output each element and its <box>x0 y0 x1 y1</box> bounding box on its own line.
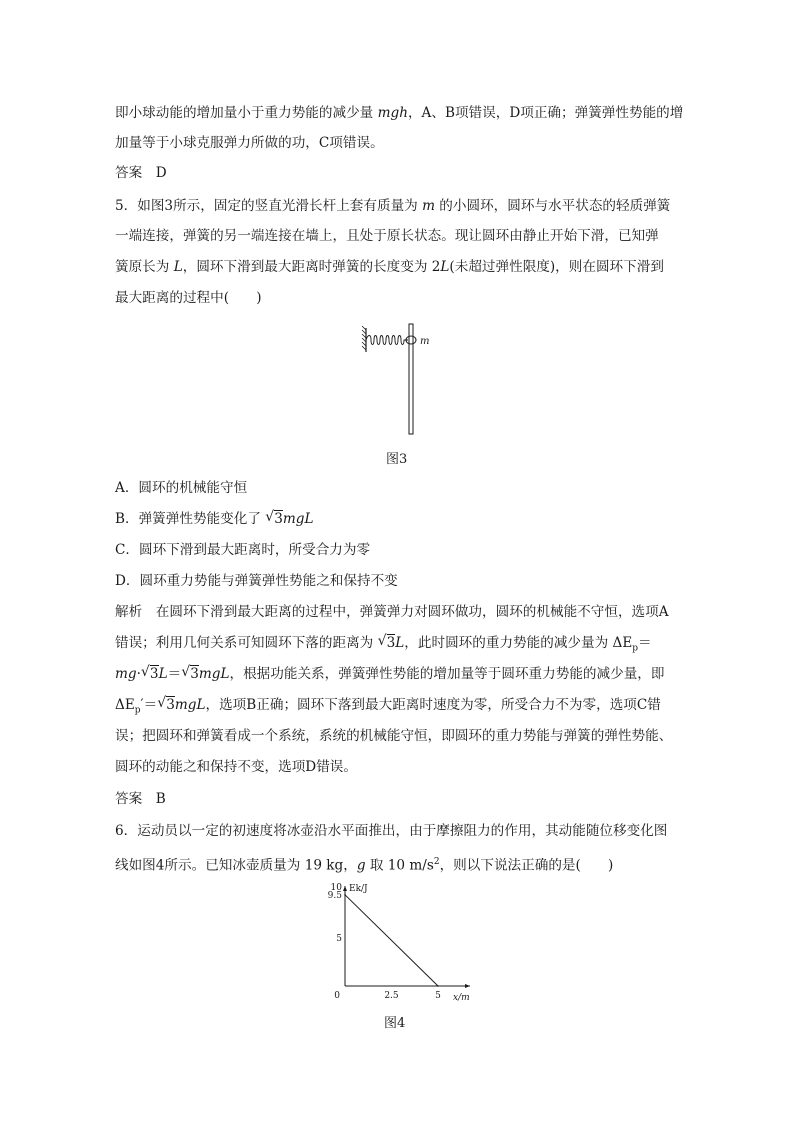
x-axis-arrow <box>465 984 470 988</box>
spring-coil <box>366 336 408 345</box>
figure-4-caption: 图4 <box>384 1016 406 1031</box>
data-point <box>344 894 346 896</box>
question-5-text: 5．如图3所示，固定的竖直光滑长杆上套有质量为 m 的小圆环，圆环与水平状态的轻质弹簧 <box>115 198 671 214</box>
text-line: 即小球动能的增加量小于重力势能的减少量 mgh，A、B项错误，D项正确；弹簧弹性势能的增 <box>115 105 684 121</box>
x-tick-label: 5 <box>435 991 441 1001</box>
solution-text: 误；把圆环和弹簧看成一个系统，系统的机械能守恒，即圆环的重力势能与弹簧的弹性势能、 <box>115 728 673 744</box>
figure-3-caption: 图3 <box>386 452 408 467</box>
y-tick-label: 10 <box>330 883 342 893</box>
answer-label: 答案 B <box>115 791 166 807</box>
solution-text: 解析 在圆环下滑到最大距离的过程中，弹簧弹力对圆环做功，圆环的机械能不守恒，选项A <box>115 604 669 620</box>
option-d: D．圆环重力势能与弹簧弹性势能之和保持不变 <box>115 573 398 589</box>
solution-text: $\Delta E_p'=$ √ 3mgL，选项B正确；圆环下落到最大距离时速度为零，所受合力不为零，选项C错 <box>115 695 661 716</box>
y-axis-arrow <box>343 886 347 891</box>
y-tick-label: 9.5 <box>327 890 342 901</box>
x-tick-label: 2.5 <box>384 991 399 1001</box>
mass-label: m <box>420 336 430 347</box>
question-5-text: 最大距离的过程中( ) <box>115 290 262 306</box>
series-line <box>345 895 438 986</box>
option-a: A．圆环的机械能守恒 <box>115 480 248 496</box>
x-tick-label: 0 <box>334 991 340 1001</box>
solution-text: mg· √ 3L＝ √ 3mgL，根据功能关系，弹簧弹性势能的增加量等于圆环重力势能的减少量，即 <box>115 664 665 682</box>
question-6-text: 线如图4所示。已知冰壶质量为 19 kg，g 取 10 $m/s^2$，则以下说法正确的是( ) <box>115 857 614 874</box>
x-axis-label: x/m <box>453 993 470 1003</box>
vertical-rod <box>409 324 413 434</box>
option-b: B．弹簧弹性势能变化了 √ 3mgL <box>115 509 314 527</box>
solution-text: 错误；利用几何关系可知圆环下落的距离为 √ 3L，此时圆环的重力势能的减少量为 $\Delta E_p=$ <box>115 633 652 654</box>
question-6-text: 6．运动员以一定的初速度将冰壶沿水平面推出，由于摩擦阻力的作用，其动能随位移变化图 <box>115 823 668 839</box>
option-c: C．圆环下滑到最大距离时，所受合力为零 <box>115 542 371 558</box>
y-tick-label: 5 <box>336 934 342 944</box>
wall-hatch <box>362 326 366 350</box>
data-point <box>437 985 439 987</box>
y-axis-label: Ek/J <box>349 884 368 894</box>
question-5-text: 簧原长为 L，圆环下滑到最大距离时弹簧的长度变为 2L(未超过弹性限度)，则在圆环下滑到 <box>115 259 664 275</box>
question-5-text: 一端连接，弹簧的另一端连接在墙上，且处于原长状态。现让圆环由静止开始下滑，已知弹 <box>115 228 659 244</box>
figure-4-chart <box>320 878 480 1003</box>
text-line: 加量等于小球克服弹力所做的功，C项错误。 <box>115 135 384 151</box>
figure-3-diagram <box>356 318 446 436</box>
solution-text: 圆环的动能之和保持不变，选项D错误。 <box>115 759 357 775</box>
answer-label: 答案 D <box>115 165 167 181</box>
